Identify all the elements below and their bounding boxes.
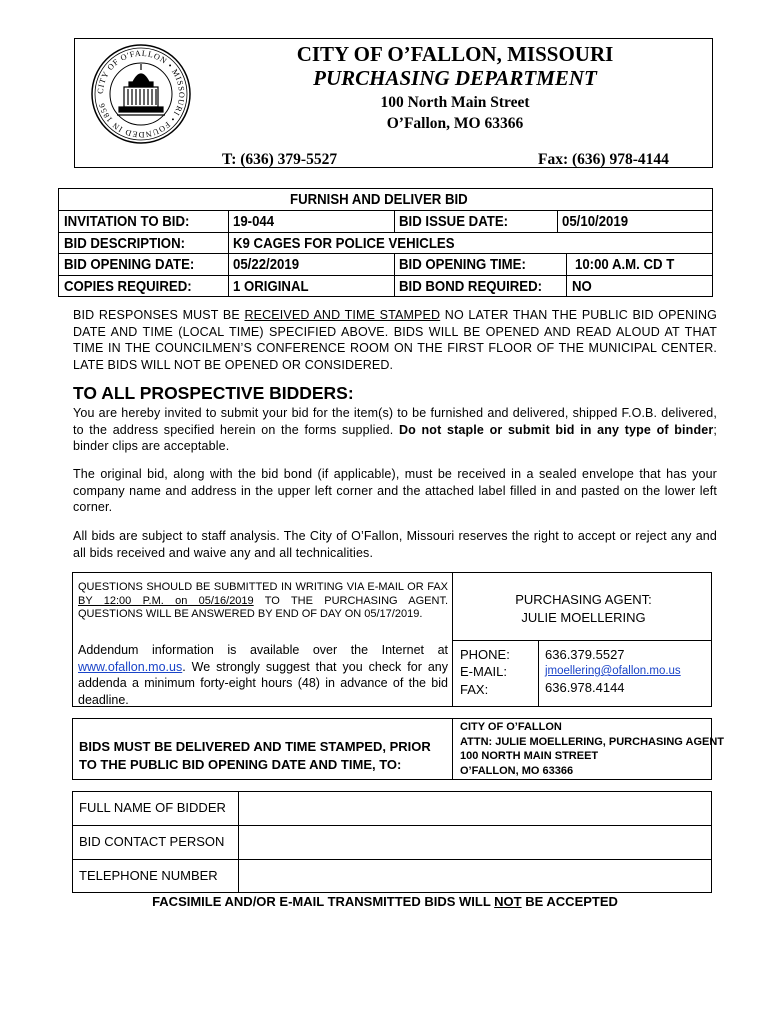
invitation-text: You are hereby invited to submit your bid for the item(s) to be furnished and delivered, shipped F.O.B. delivered, to the address specified herein on the forms supplied. <box>73 406 717 437</box>
binder-note: ; binder clips are acceptable. <box>73 422 717 453</box>
department-name: PURCHASING DEPARTMENT <box>313 66 597 90</box>
table-rule <box>394 253 395 297</box>
notice-text: BID RESPONSES MUST BE <box>73 308 245 322</box>
table-rule <box>394 210 395 232</box>
header-phone: T: (636) 379-5527 <box>222 151 338 168</box>
box-divider <box>452 718 453 780</box>
invitation-paragraph <box>73 405 717 455</box>
agent-title: PURCHASING AGENT: <box>515 592 652 607</box>
email-link[interactable]: jmoellering@ofallon.mo.us <box>545 665 681 677</box>
box-divider <box>538 640 539 707</box>
seal-text: CITY OF O'FALLON • MISSOURI • FOUNDED IN 1856 <box>95 48 187 140</box>
opening-date-label: BID OPENING DATE: <box>64 256 195 273</box>
invitation-label: INVITATION TO BID: <box>64 213 190 230</box>
email-label: E-MAIL: <box>460 664 507 679</box>
phone-value: 636.379.5527 <box>545 647 625 662</box>
table-rule <box>58 275 713 276</box>
header-fax: Fax: (636) 978-4144 <box>538 151 669 168</box>
city-seal-icon <box>89 42 193 146</box>
footer-not: NOT <box>494 894 522 909</box>
telephone-field[interactable] <box>240 860 711 892</box>
footer-text: FACSIMILE AND/OR E-MAIL TRANSMITTED BIDS WILL <box>152 894 495 909</box>
invitation-value: 19-044 <box>233 213 275 230</box>
website-link[interactable]: www.ofallon.mo.us <box>78 659 183 674</box>
full-name-label: FULL NAME OF BIDDER <box>79 800 226 815</box>
delivery-address-line1: CITY OF O’FALLON <box>460 721 562 733</box>
questions-instructions <box>78 581 448 622</box>
delivery-address-line2: ATTN: JULIE MOELLERING, PURCHASING AGENT <box>460 735 724 748</box>
fax-value: 636.978.4144 <box>545 680 625 695</box>
bond-value: NO <box>572 278 592 295</box>
analysis-paragraph: All bids are subject to staff analysis. The City of O’Fallon, Missouri reserves the right to accept or reject any and all bids received and waive any and all technicalities. <box>73 529 717 560</box>
telephone-label: TELEPHONE NUMBER <box>79 868 218 883</box>
full-name-field[interactable] <box>240 792 711 824</box>
description-value: K9 CAGES FOR POLICE VEHICLES <box>233 235 455 252</box>
table-rule <box>557 210 558 232</box>
fax-label: FAX: <box>460 682 489 697</box>
bond-label: BID BOND REQUIRED: <box>399 278 543 295</box>
notice-text-rest: NO LATER THAN THE PUBLIC BID OPENING DATE AND TIME (LOCAL TIME) SPECIFIED ABOVE. BIDS WILL BE OPENED AND READ ALOUD AT THAT TIME IN THE COUNCILMEN’S CONFERENCE ROOM ON THE FIRST FLOOR OF THE MUNICIPAL CENTER. LATE BIDS WILL NOT BE OPENED OR CONSIDERED. <box>73 308 717 372</box>
bid-response-notice <box>73 307 717 373</box>
address-line2: O’Fallon, MO 63366 <box>386 115 524 132</box>
delivery-instruction: BIDS MUST BE DELIVERED AND TIME STAMPED, PRIOR TO THE PUBLIC BID OPENING DATE AND TIME, TO: <box>79 739 431 772</box>
addendum-text-rest: . We strongly suggest that you check for any addenda a minimum forty-eight hours (48) in advance of the bid deadline. <box>78 659 448 707</box>
issue-date-value: 05/10/2019 <box>562 213 629 230</box>
copies-label: COPIES REQUIRED: <box>64 278 192 295</box>
phone-label: PHONE: <box>460 647 510 662</box>
questions-deadline: BY 12:00 P.M. on 05/16/2019 <box>78 594 254 607</box>
contact-person-field[interactable] <box>240 826 711 858</box>
footer-text-rest: BE ACCEPTED <box>521 894 618 909</box>
description-label: BID DESCRIPTION: <box>64 235 186 252</box>
table-rule <box>228 210 229 297</box>
envelope-paragraph: The original bid, along with the bid bond (if applicable), must be received in a sealed envelope that has your company name and address in the upper left corner and the attached label filled in and pasted on the lower left corner. <box>73 467 717 514</box>
table-rule <box>58 253 713 254</box>
address-line1: 100 North Main Street <box>380 94 530 111</box>
prospective-bidders-heading: TO ALL PROSPECTIVE BIDDERS: <box>73 383 354 403</box>
delivery-address-line4: O’FALLON, MO 63366 <box>460 764 574 777</box>
delivery-address-line3: 100 NORTH MAIN STREET <box>460 750 599 762</box>
table-rule <box>58 210 713 211</box>
opening-time-value: 10:00 A.M. CD T <box>575 256 675 273</box>
city-name: CITY OF O’FALLON, MISSOURI <box>296 42 614 66</box>
binder-warning: Do not staple or submit bid in any type of binder <box>398 422 714 437</box>
addendum-info <box>78 642 448 708</box>
box-divider <box>238 791 239 893</box>
contact-person-label: BID CONTACT PERSON <box>79 834 225 849</box>
box-divider <box>452 640 712 641</box>
delivery-address <box>460 720 724 778</box>
issue-date-label: BID ISSUE DATE: <box>399 213 509 230</box>
bid-title: FURNISH AND DELIVER BID <box>290 191 468 208</box>
opening-date-value: 05/22/2019 <box>233 256 300 273</box>
table-rule <box>566 253 567 297</box>
table-rule <box>58 232 713 233</box>
questions-text: QUESTIONS SHOULD BE SUBMITTED IN WRITING VIA E-MAIL OR FAX <box>78 581 448 593</box>
footer-warning <box>0 894 770 909</box>
questions-text-rest: TO THE PURCHASING AGENT. QUESTIONS WILL BE ANSWERED BY END OF DAY ON 05/17/2019. <box>78 594 448 620</box>
copies-value: 1 ORIGINAL <box>233 278 309 295</box>
addendum-text: Addendum information is available over the Internet at <box>78 643 448 657</box>
opening-time-label: BID OPENING TIME: <box>399 256 526 273</box>
notice-underlined: RECEIVED AND TIME STAMPED <box>244 308 441 322</box>
agent-name: JULIE MOELLERING <box>521 610 646 625</box>
